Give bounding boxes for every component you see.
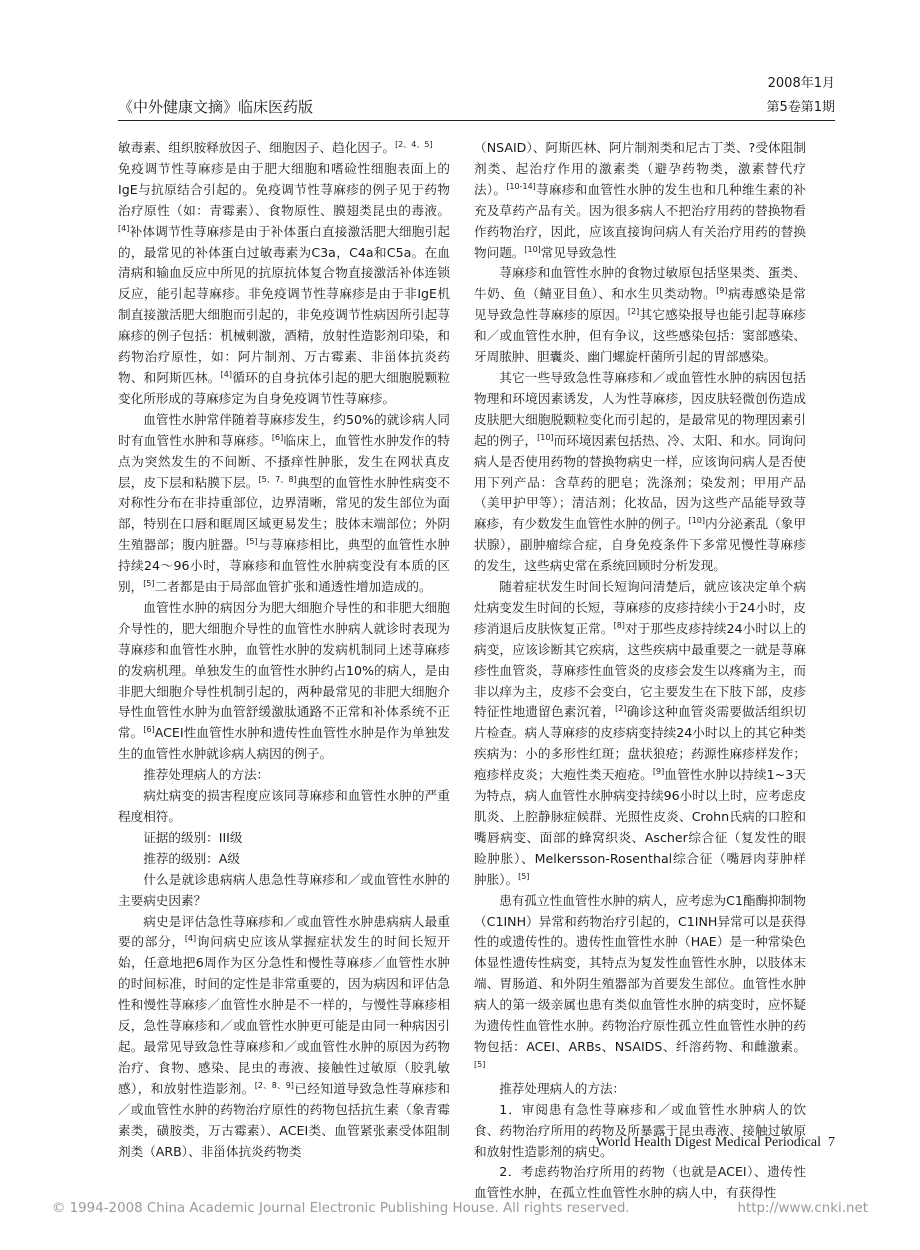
paragraph-text: 典型的血管性水肿性病变不对称性分布在非持重部位，边界清晰，常见的发生部位为面部，特别在口唇和眶周区域更易发生；肢体末端部位；外阴生殖器部；腹内脏器。 xyxy=(118,474,451,553)
paragraph-text: 1．审阅患有急性荨麻疹和／或血管性水肿病人的饮食、药物治疗所用的药物及所暴露于昆虫毒液、接触过敏原和放射性造影剂的病史。 xyxy=(474,1101,806,1159)
citation-ref: [9] xyxy=(716,286,728,296)
paragraph-text: 证据的级别：III级 xyxy=(143,829,243,845)
citation-ref: [5] xyxy=(474,1059,486,1069)
paragraph xyxy=(118,410,450,598)
paragraph-text: 常见导致急性 xyxy=(540,244,617,260)
paragraph xyxy=(118,870,450,912)
paragraph-text: （NSAID）、阿斯匹林、阿片制剂类和尼古丁类、?受体阻制剂类、起治疗作用的激素类（避孕药物类，激素替代疗法）。 xyxy=(474,140,806,197)
paragraph-text: 血管性水肿的病因分为肥大细胞介导性的和非肥大细胞介导性的，肥大细胞介导性的血管性水肿病人就诊时表现为荨麻疹和血管性水肿，血管性水肿的发病机制同上述荨麻疹的发病机理。单独发生的血管性水肿约占10%的病人，是由非肥大细胞介导性机制引起的，两种最常见的非肥大细胞介导性血管性水肿为血管舒缓激肽通路不正常和补体系统不正常。 xyxy=(118,599,450,741)
citation-ref: [10-14] xyxy=(506,181,536,191)
paragraph xyxy=(474,891,806,1079)
paragraph xyxy=(474,263,806,368)
paragraph-text: 免疫调节性荨麻疹是由于肥大细胞和嗜硷性细胞表面上的IgE与抗原结合引起的。免疫调节性荨麻疹的例子见于药物治疗原性（如：青霉素）、食物原性、膜翅类昆虫的毒液。 xyxy=(118,160,450,218)
citation-ref: [9] xyxy=(652,767,665,776)
paragraph-text: 循环的自身抗体引起的肥大细胞脱颗粒变化所形成的荨麻疹定为自身免疫调节性荨麻疹。 xyxy=(118,369,451,406)
copyright-text: © 1994-2008 China Academic Journal Electronic Publishing House. All rights reserved. xyxy=(52,1201,630,1216)
paragraph-text: 荨麻疹和血管性水肿的发生也和几种维生素的补充及草药产品有关。因为很多病人不把治疗用药的替换物看作药物治疗，因此，应该直接询问病人有关治疗用药的替换物问题。 xyxy=(474,181,807,260)
paragraph-text: 确诊这种血管炎需要做活组织切片检查。病人荨麻疹的皮疹病变持续24小时以上的其它种类疾病为：小的多形性红斑；盘状狼疮；药源性麻疹样发作；疱疹样皮炎；大疱性类天疱疮。 xyxy=(474,704,807,783)
paragraph xyxy=(118,765,450,786)
paragraph-text: 患有孤立性血管性水肿的病人，应考虑为C1酯酶抑制物（C1INH）异常和药物治疗引起的，C1INH异常可以是获得性的或遗传性的。遗传性血管性水肿（HAE）是一种常染色体显性遗传性病变，其特点为复发性血管性水肿，以肢体末端、胃肠道、和外阴生殖器部为首要发生部位。血管性水肿病人的第一级亲属也患有类似血管性水肿的病变时，应怀疑为遗传性血管性水肿。药物治疗原性孤立性血管性水肿的药物包括：ACEI、ARBs、NSAIDS、纤溶药物、和雌激素。 xyxy=(474,892,806,1054)
paragraph-text: 而环境因素包括热、冷、太阳、和水。同询问病人是否使用药物的替换物病史一样，应该询问病人是否使用下列产品：含草药的肥皂；洗涤剂；染发剂；甲用产品（美甲护甲等）；清洁剂；化妆品，因为这些产品能导致荨麻疹，有少数发生血管性水肿的例子。 xyxy=(474,432,807,532)
citation-ref: [4] xyxy=(184,934,197,944)
paragraph xyxy=(118,159,450,410)
paragraph-text: 荨麻疹和血管性水肿的食物过敏原包括坚果类、蛋类、牛奶、鱼（鲭亚目鱼）、和水生贝类动物。 xyxy=(474,265,806,302)
citation-ref: [5] xyxy=(246,537,258,547)
paragraph-text: 推荐的级别：A级 xyxy=(143,850,240,866)
header-issue: 第5卷第1期 xyxy=(766,100,835,115)
paragraph xyxy=(118,849,450,870)
right-column xyxy=(474,138,806,1204)
page-number: 7 xyxy=(828,1135,835,1150)
paragraph xyxy=(474,577,806,891)
paragraph-text: 推荐处理病人的方法： xyxy=(143,767,270,783)
paragraph xyxy=(118,828,450,849)
paragraph xyxy=(118,786,450,828)
footer-journal-name: World Health Digest Medical Periodical xyxy=(595,1135,821,1150)
cnki-url: http://www.cnki.net xyxy=(737,1201,868,1216)
citation-ref: [4] xyxy=(118,223,130,233)
paragraph-text: ACEI性血管性水肿和遗传性血管性水肿是作为单独发生的血管性水肿就诊病人病因的例子。 xyxy=(118,725,451,762)
paragraph-text: 随着症状发生时间长短询问清楚后，就应该决定单个病灶病变发生时间的长短，荨麻疹的皮疹持续小于24小时，皮疹消退后皮肤恢复正常。 xyxy=(474,579,806,636)
citation-ref: [2] xyxy=(615,704,627,714)
citation-ref: [2] xyxy=(627,307,640,317)
paragraph-text: 病灶病变的损害程度应该同荨麻疹和血管性水肿的严重程度相符。 xyxy=(118,788,450,824)
paragraph xyxy=(118,912,450,1163)
paragraph xyxy=(474,1162,806,1204)
citation-ref: [5、7、8] xyxy=(258,474,297,484)
paragraph-text: 临床上，血管性水肿发作的特点为突然发生的不间断、不搔痒性肿胀，发生在网状真皮层，皮下层和粘膜下层。 xyxy=(118,432,451,490)
citation-ref: [10] xyxy=(524,244,541,254)
citation-ref: [6] xyxy=(143,725,155,735)
paragraph-text: 血管性水肿以持续1~3天为特点，病人血管性水肿病变持续96小时以上时，应考虑皮肌炎、上腔静脉症候群、光照性皮炎、Crohn氏病的口腔和嘴唇病变、面部的蜂窝织炎、Ascher综合征（复发性的眼睑肿胀）、Melkersson-Rosenthal综合征（嘴唇肉芽肿样肿胀）。 xyxy=(474,767,807,887)
paragraph-text: 2．考虑药物治疗所用的药物（也就是ACEI）、遗传性血管性水肿，在孤立性血管性水肿的病人中，有获得性 xyxy=(474,1164,806,1201)
citation-ref: [10] xyxy=(688,516,706,526)
paragraph-text: 与荨麻疹相比，典型的血管性水肿持续24～96小时，荨麻疹和血管性水肿病变没有本质的区别， xyxy=(118,537,451,595)
paragraph xyxy=(118,138,450,159)
citation-ref: [10] xyxy=(537,432,554,442)
paragraph-text: 病毒感染是常见导致急性荨麻疹的原因。 xyxy=(474,286,806,323)
paragraph-text: 其它一些导致急性荨麻疹和／或血管性水肿的病因包括物理和环境因素诱发，人为性荨麻疹，因皮肤轻微创伤造成皮肤肥大细胞脱颗粒变化而引起的，是最常见的物理因素引起的例子， xyxy=(474,369,806,448)
header-journal-title: 《中外健康文摘》临床医药版 xyxy=(118,98,314,116)
paragraph-text: 推荐处理病人的方法： xyxy=(499,1080,626,1096)
paragraph xyxy=(474,1079,806,1100)
paragraph xyxy=(474,138,806,263)
header-date: 2008年1月 xyxy=(767,76,835,91)
copyright-line xyxy=(52,1201,868,1216)
paragraph-text: 询问病史应该从掌握症状发生的时间长短开始，任意地把6周作为区分急性和慢性荨麻疹／血管性水肿的时间标准，时间的定性是非常重要的，因为病因和评估急性和慢性荨麻疹／血管性水肿是不一样的，与慢性荨麻疹相反，急性荨麻疹和／或血管性水肿更可能是由同一种病因引起。最常见导致急性荨麻疹和／或血管性水肿的原因为药物治疗、食物、感染、昆虫的毒液、接触性过敏原（胶乳敏感），和放射性造影剂。 xyxy=(118,934,451,1096)
citation-ref: [5] xyxy=(143,578,155,588)
citation-ref: [2、4、5] xyxy=(395,139,433,149)
citation-ref: [4] xyxy=(220,369,232,379)
citation-ref: [5] xyxy=(518,871,530,881)
paragraph-text: 补体调节性荨麻疹是由于补体蛋白直接激活肥大细胞引起的，最常见的补体蛋白过敏毒素为C3a，C4a和C5a。在血清病和输血反应中所见的抗原抗体复合物直接激活补体连锁反应，能引起荨麻疹。非免疫调节性荨麻疹是由于非IgE机制直接激活肥大细胞而引起的，非免疫调节性病因所引起荨麻疹的例子包括：机械刺激，酒精，放射性造影剂印染，和药物治疗原性，如：阿片制剂、万古霉素、非甾体抗炎药物、和阿斯匹林。 xyxy=(118,223,450,385)
paragraph-text: 二者都是由于局部血管扩张和通透性增加造成的。 xyxy=(154,579,432,595)
paragraph xyxy=(474,1100,806,1163)
citation-ref: [6] xyxy=(271,432,284,442)
paragraph-text: 病史是评估急性荨麻疹和／或血管性水肿患病病人最重要的部分， xyxy=(118,913,450,950)
paragraph xyxy=(474,368,806,577)
citation-ref: [8] xyxy=(613,620,625,630)
left-column xyxy=(118,138,450,1162)
paragraph-text: 血管性水肿常伴随着荨麻疹发生，约50%的就诊病人同时有血管性水肿和荨麻疹。 xyxy=(118,411,450,448)
paragraph-text: 内分泌紊乱（象甲状腺），副肿瘤综合症，自身免疫条件下多常见慢性荨麻疹的发生，这些病史常在系统回顾时分析发现。 xyxy=(474,516,807,574)
paragraph xyxy=(118,598,450,765)
paragraph-text: 已经知道导致急性荨麻疹和／或血管性水肿的药物治疗原性的药物包括抗生素（象青霉素类，磺胺类，万古霉素）、ACEI类、血管紧张素受体阻制剂类（ARB）、非甾体抗炎药物类 xyxy=(118,1080,451,1159)
paragraph-text: 其它感染报导也能引起荨麻疹和／或血管性水肿，但有争议，这些感染包括：窦部感染、牙周脓肿、胆囊炎、幽门螺旋杆菌所引起的胃部感染。 xyxy=(474,307,807,365)
paragraph-text: 什么是就诊患病病人患急性荨麻疹和／或血管性水肿的主要病史因素？ xyxy=(118,871,450,908)
paragraph-text: 对于那些皮疹持续24小时以上的病变，应该诊断其它疾病，这些疾病中最重要之一就是荨麻疹性血管炎，荨麻疹性血管炎的皮疹会发生以疼痛为主，而非以痒为主，皮疹不会变白，它主要发生在下肢下部，皮疹特征性地遗留色素沉着， xyxy=(474,620,806,720)
header-rule xyxy=(118,120,835,121)
footer-journal xyxy=(560,1135,835,1151)
paragraph-text: 敏毒素、组织胺释放因子、细胞因子、趋化因子。 xyxy=(118,140,396,155)
citation-ref: [2、8、9] xyxy=(254,1080,294,1090)
